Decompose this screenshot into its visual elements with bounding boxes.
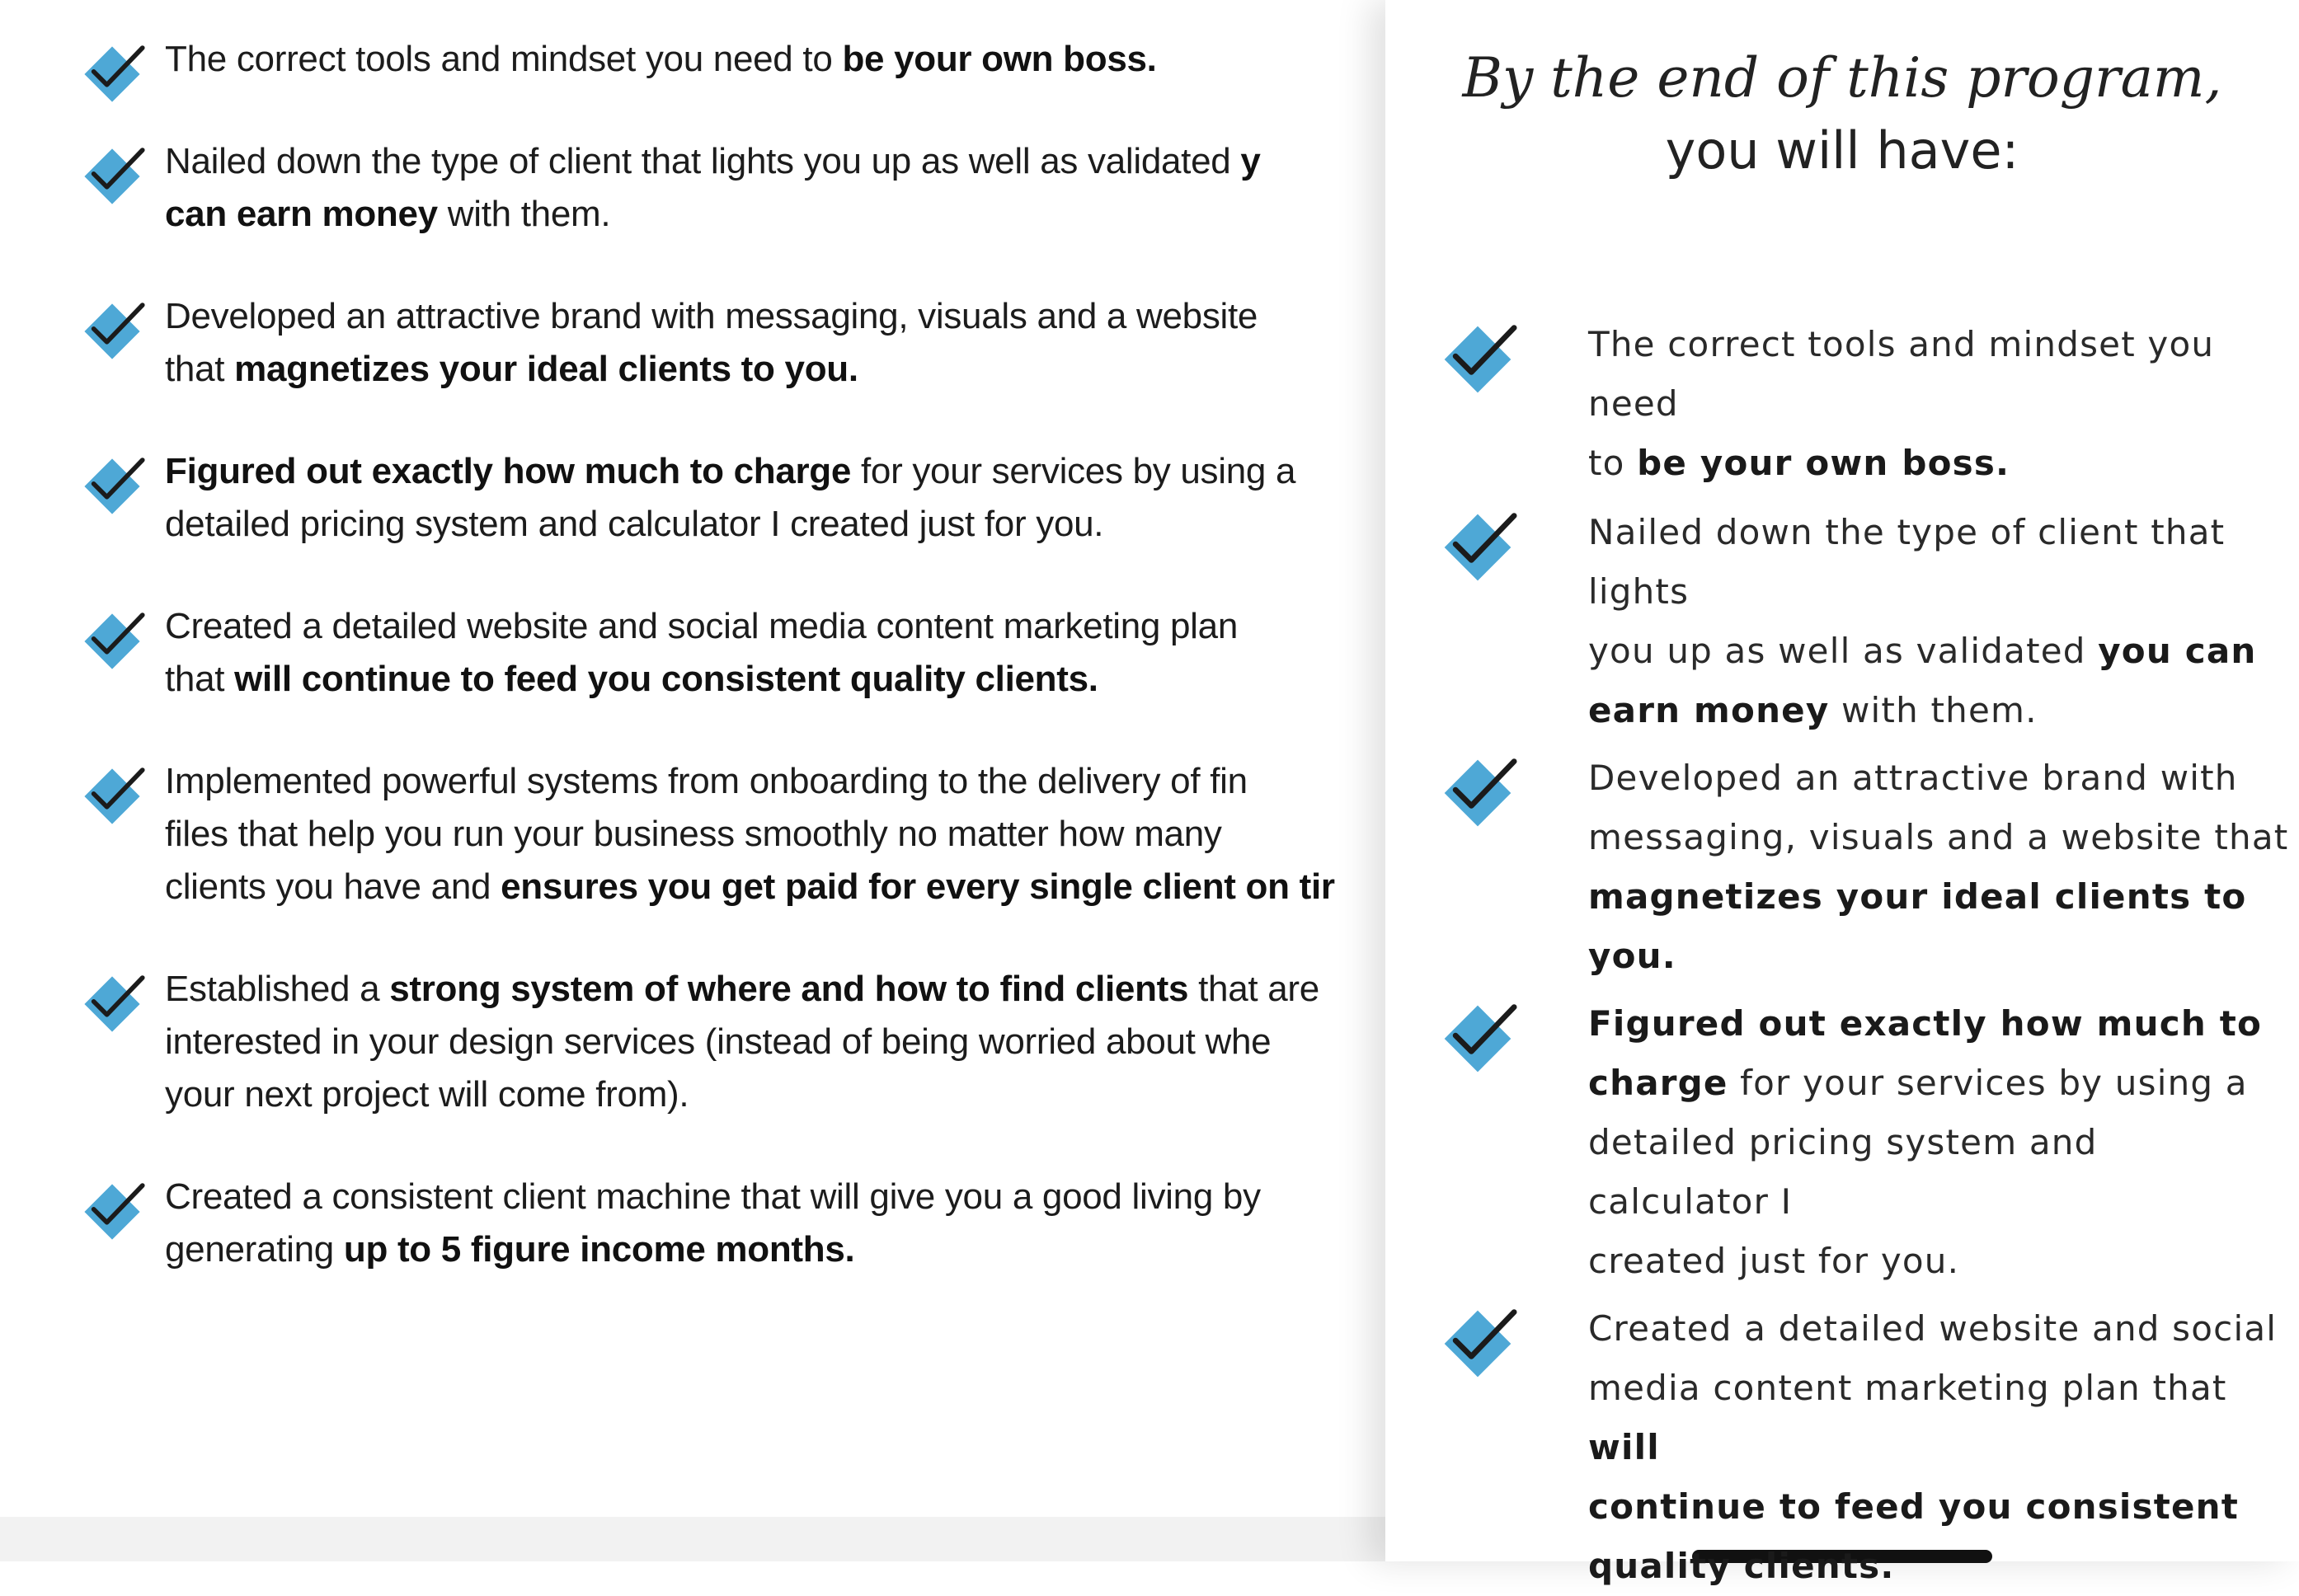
benefit-line	[1588, 315, 2289, 434]
benefit-text	[165, 755, 1451, 913]
benefit-text-regular: for your services by using a	[1728, 1063, 2248, 1103]
checkmark-diamond-icon	[79, 608, 145, 674]
checkmark-diamond-icon	[1438, 320, 1517, 399]
benefit-line	[165, 445, 1451, 498]
benefit-text-regular: that are	[1188, 969, 1319, 1009]
benefit-line	[1588, 1232, 2289, 1291]
benefit-item	[1438, 315, 2296, 483]
benefit-line	[1588, 1299, 2289, 1359]
benefit-item	[1438, 749, 2296, 976]
benefit-line	[1588, 1054, 2289, 1113]
benefit-line	[1588, 622, 2289, 681]
benefit-text-bold: be your own boss.	[1637, 443, 2010, 483]
checkmark-diamond-icon	[1438, 508, 1517, 587]
benefit-text-regular: Created a detailed website and social	[1588, 1308, 2278, 1349]
benefit-line	[1588, 1477, 2289, 1537]
checkmark-diamond-icon	[79, 41, 145, 107]
benefit-text	[165, 445, 1451, 551]
benefit-text	[165, 290, 1451, 396]
program-heading: you will have:	[1665, 120, 2019, 181]
benefit-text-regular: media content marketing plan that	[1588, 1368, 2227, 1408]
benefit-line	[165, 653, 1451, 706]
benefit-item	[79, 135, 1399, 241]
benefit-text-regular: for your services by using a	[851, 451, 1296, 491]
benefit-line	[1588, 867, 2289, 986]
benefit-text-bold: Figured out exactly how much to	[1588, 1003, 2263, 1044]
benefit-line	[165, 1016, 1451, 1068]
benefit-line	[165, 1068, 1451, 1121]
benefit-text	[1588, 994, 2289, 1291]
benefit-text	[1588, 1299, 2289, 1596]
benefit-text-regular: messaging, visuals and a website that	[1588, 817, 2289, 857]
benefit-text-bold: continue to feed you consistent	[1588, 1486, 2240, 1527]
benefit-text-bold: y	[1240, 141, 1261, 181]
benefit-text-bold: strong system of where and how to find clients	[389, 969, 1189, 1009]
benefit-text-regular: your next project will come from).	[165, 1074, 689, 1115]
benefit-line	[165, 1171, 1451, 1223]
benefit-text-regular: detailed pricing system and calculator I created just for you.	[165, 504, 1104, 544]
benefit-line	[165, 861, 1451, 913]
benefit-text-bold: Figured out exactly how much to charge	[165, 451, 852, 491]
benefit-text-regular: interested in your design services (instead of being worried about whe	[165, 1021, 1272, 1062]
benefit-line	[165, 343, 1451, 396]
benefit-line	[165, 808, 1451, 861]
benefit-text-bold: quality clients.	[1588, 1546, 1895, 1586]
benefit-text-regular: with them.	[1829, 690, 2038, 730]
benefit-line	[1588, 1113, 2289, 1232]
benefit-text-regular: to	[1588, 443, 1638, 483]
benefit-text-regular: Nailed down the type of client that lights you up as well as validated	[165, 141, 1241, 181]
benefit-text-bold: be your own boss.	[842, 39, 1157, 79]
benefit-text	[165, 33, 1451, 86]
benefit-text-regular: Created a consistent client machine that will give you a good living by	[165, 1176, 1261, 1217]
benefit-text-bold: ensures you get paid for every single client on tir	[501, 866, 1335, 907]
benefit-line	[165, 963, 1451, 1016]
benefit-item	[79, 755, 1399, 913]
benefit-text-regular: you up as well as validated	[1588, 631, 2099, 671]
benefit-line	[1588, 749, 2289, 808]
benefit-line	[1588, 434, 2289, 493]
benefit-text-bold: will	[1588, 1427, 1660, 1467]
benefit-line	[165, 135, 1451, 188]
benefit-text-regular: Implemented powerful systems from onboarding to the delivery of fin	[165, 761, 1248, 801]
benefit-text-regular: The correct tools and mindset you need	[1588, 324, 2215, 424]
benefit-line	[165, 600, 1451, 653]
checkmark-diamond-icon	[79, 143, 145, 209]
benefit-text-regular: that	[165, 349, 235, 389]
benefit-text-bold: up to 5 figure income months.	[343, 1229, 855, 1270]
benefit-line	[1588, 503, 2289, 622]
benefit-item	[79, 600, 1399, 706]
benefit-text-bold: earn money	[1588, 690, 1830, 730]
benefit-text-bold: charge	[1588, 1063, 1728, 1103]
benefit-item	[1438, 503, 2296, 730]
benefit-text	[1588, 315, 2289, 493]
benefit-text-regular: The correct tools and mindset you need to	[165, 39, 843, 79]
benefit-text	[1588, 749, 2289, 986]
benefit-text-regular: Nailed down the type of client that lights	[1588, 512, 2226, 612]
benefit-text-regular: clients you have and	[165, 866, 501, 907]
benefit-text-regular: generating	[165, 1229, 344, 1270]
benefit-text	[1588, 503, 2289, 740]
checkmark-diamond-icon	[79, 453, 145, 519]
benefit-item	[79, 1171, 1399, 1276]
benefit-line	[165, 290, 1451, 343]
checkmark-diamond-icon	[79, 763, 145, 829]
checkmark-diamond-icon	[1438, 1304, 1517, 1383]
benefit-text	[165, 963, 1451, 1121]
benefit-line	[165, 498, 1451, 551]
checkmark-diamond-icon	[79, 1179, 145, 1245]
benefit-item	[79, 290, 1399, 396]
benefit-item	[1438, 994, 2296, 1281]
benefit-item	[1438, 1299, 2296, 1586]
benefit-text-bold: will continue to feed you consistent quality clients.	[234, 659, 1098, 699]
checkmark-diamond-icon	[1438, 753, 1517, 833]
benefit-text	[165, 600, 1451, 706]
benefit-item	[79, 445, 1399, 551]
benefit-text-regular: created just for you.	[1588, 1241, 1960, 1281]
benefit-text-regular: Established a	[165, 969, 390, 1009]
benefit-text	[165, 135, 1451, 241]
benefit-item	[79, 33, 1399, 86]
benefit-text-bold: magnetizes your ideal clients to you.	[234, 349, 858, 389]
benefit-text-regular: Created a detailed website and social media content marketing plan	[165, 606, 1238, 646]
benefit-item	[79, 963, 1399, 1121]
benefit-line	[1588, 994, 2289, 1054]
benefit-text-regular: Developed an attractive brand with messaging, visuals and a website	[165, 296, 1258, 336]
checkmark-diamond-icon	[1438, 999, 1517, 1078]
benefit-text-bold: can earn money	[165, 194, 438, 234]
program-heading-script: By the end of this program,	[1462, 46, 2222, 110]
benefit-text-regular: Developed an attractive brand with	[1588, 758, 2238, 798]
benefit-line	[165, 33, 1451, 86]
benefit-text-regular: detailed pricing system and calculator I	[1588, 1122, 2098, 1222]
benefit-text-regular: that	[165, 659, 235, 699]
checkmark-diamond-icon	[79, 298, 145, 364]
benefit-text	[165, 1171, 1451, 1276]
desktop-footer-strip	[0, 1517, 1385, 1561]
benefit-text-regular: files that help you run your business smoothly no matter how many	[165, 814, 1222, 854]
benefit-line	[1588, 681, 2289, 740]
benefit-text-bold: magnetizes your ideal clients to you.	[1588, 876, 2247, 976]
benefit-line	[1588, 808, 2289, 867]
benefit-line	[165, 1223, 1451, 1276]
benefit-line	[165, 755, 1451, 808]
benefit-text-bold: you can	[2098, 631, 2257, 671]
checkmark-diamond-icon	[79, 971, 145, 1037]
mobile-page	[1385, 0, 2299, 1586]
benefit-line	[1588, 1359, 2289, 1477]
benefit-text-regular: with them.	[437, 194, 611, 234]
benefit-line	[1588, 1537, 2289, 1596]
benefit-line	[165, 188, 1451, 241]
